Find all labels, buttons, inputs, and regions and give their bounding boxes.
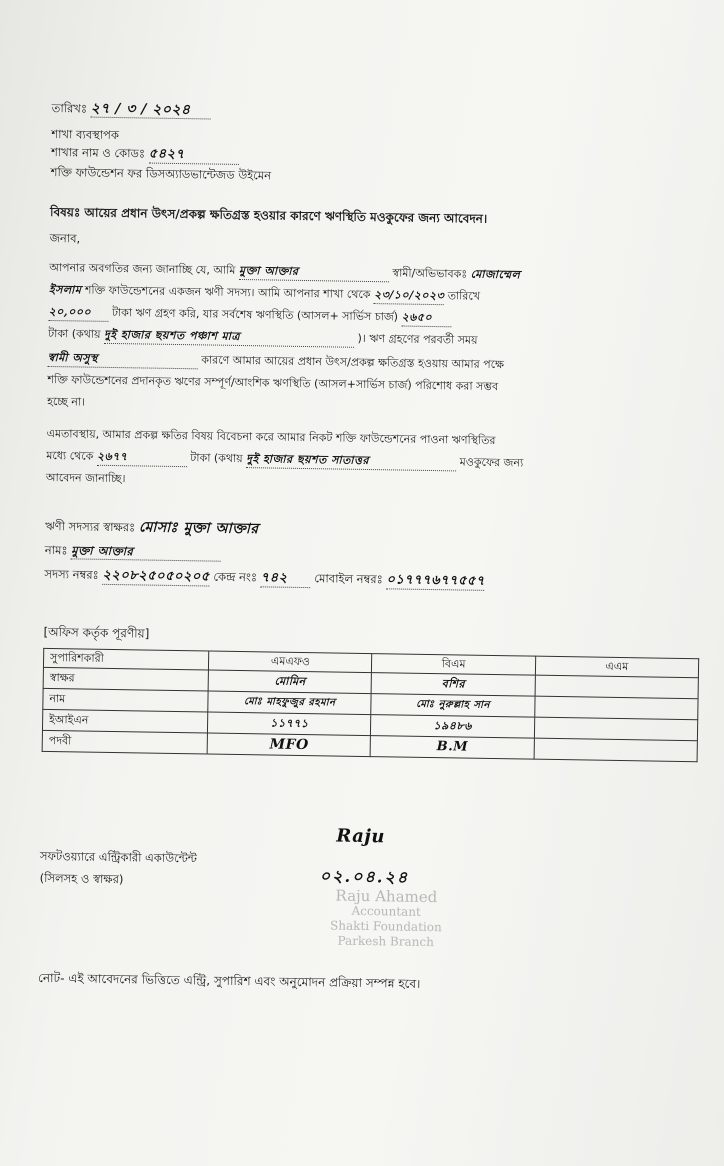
mfo-ein-hw: ১১৭৭১	[208, 712, 372, 736]
member-signature-hw: মোসাঃ মুক্তা আক্তার	[138, 519, 259, 538]
branch-line	[51, 144, 239, 165]
member-name-line	[45, 542, 222, 562]
para1-line1	[49, 260, 520, 284]
mfo-designation-hw: MFO	[207, 733, 371, 757]
para1-line6: শক্তি ফাউন্ডেশনের প্রদানকৃত ঋণের সম্পূর্ণ/আংশিক ঋণস্থিতি (আসল+সার্ভিস চার্জ) পরিশোধ করা সম্ভব	[47, 372, 499, 394]
balance-words-hw: দুই হাজার ছয়শত পঞ্চাশ মাত্র	[104, 327, 354, 348]
accountant-seal-label: (সিলসহ ও স্বাক্ষর)	[39, 870, 124, 887]
row-label: নাম	[43, 688, 209, 712]
column-header: এএম	[535, 656, 699, 678]
branch-label: শাখার নাম ও কোডঃ	[50, 144, 146, 161]
name-label: নামঃ	[44, 542, 68, 558]
am-cell	[534, 696, 698, 720]
para1-text: কারণে আমার আয়ের প্রধান উৎস/প্রকল্প ক্ষতিগ্রস্ত হওয়ায় আমার পক্ষে	[201, 353, 505, 372]
am-cell	[534, 738, 698, 762]
stamp-branch: Parkesh Branch	[337, 933, 434, 950]
para1-text: তারিখে	[447, 289, 481, 303]
bm-name-hw: মোঃ নুরুল্লাহ সান	[371, 694, 535, 718]
para1-line3	[48, 304, 451, 327]
para1-line5	[48, 350, 504, 374]
date-value: ২৭ / ৩ / ২০২৪	[91, 101, 211, 120]
loan-balance-hw: ২৬৫০	[401, 310, 451, 328]
subject-line: বিষয়ঃ আয়ের প্রধান উৎস/প্রকল্প ক্ষতিগ্রস্ত হওয়ার কারণে ঋণস্থিতি মওকুফের জন্য আবেদন।	[50, 204, 488, 226]
reason-hw: স্বামী অসুস্থ	[48, 350, 198, 369]
para2-line2	[46, 448, 523, 472]
accountant-label: সফটওয়্যারে এন্ট্রিকারী একাউন্টেন্ট	[39, 848, 198, 866]
salutation: জনাব,	[49, 230, 81, 246]
footer-note: নোট- এই আবেদনের ভিত্তিতে এন্ট্রি, সুপারিশ এবং অনুমোদন প্রক্রিয়া সম্পন্ন হবে।	[37, 970, 421, 991]
office-table	[42, 648, 700, 762]
para2-line3: আবেদন জানাচ্ছি।	[45, 470, 126, 486]
mfo-name-hw: মোঃ মাহফুজুর রহমান	[208, 691, 372, 715]
accountant-seal-stamp	[291, 888, 482, 951]
waiver-words-hw: দুই হাজার ছয়শত সাতাত্তর	[246, 451, 456, 471]
para1-text: আপনার অবগতির জন্য জানাচ্ছি যে, আমি	[49, 260, 236, 277]
para1-text: টাকা ঋণ গ্রহণ করি, যার সর্বশেষ ঋণস্থিতি (আসল+ সার্ভিস চার্জ)	[111, 305, 399, 324]
member-name-hw: মুক্তা আক্তার	[71, 542, 221, 561]
recipient-line: শাখা ব্যবস্থাপক	[51, 126, 120, 143]
para1-text: স্বামী/অভিভাবকঃ	[392, 266, 468, 281]
member-signature-line	[45, 518, 259, 537]
center-label: কেন্দ্র নংঃ	[213, 569, 258, 585]
para2-text: মধ্যে থেকে	[46, 448, 94, 463]
para1-text: )। ঋণ গ্রহণের পরবর্তী সময়	[357, 331, 478, 347]
para2-line1: এমতাবস্থায়, আমার প্রকল্প ক্ষতির বিষয় বিবেচনা করে আমার নিকট শক্তি ফাউন্ডেশনের পাওনা ঋণস্থিতির	[46, 426, 496, 448]
bm-ein-hw: ১৯৪৮৬	[371, 715, 535, 739]
branch-code: ৫৪২৭	[149, 147, 239, 165]
waiver-amount-hw: ২৬৭৭	[97, 449, 187, 467]
date-label: তারিখঃ	[51, 100, 88, 116]
am-cell	[534, 717, 698, 741]
para2-text: মওকুফের জন্য	[459, 455, 524, 470]
member-id-line	[44, 566, 485, 591]
mobile-label: মোবাইল নম্বরঃ	[314, 571, 383, 587]
stamp-name: Raju Ahamed	[335, 886, 438, 907]
foundation-line: শক্তি ফাউন্ডেশন ফর ডিসঅ্যাডভান্টেজড উইমেন	[50, 164, 272, 183]
loan-date-hw: ২৩/১০/২০২৩	[374, 287, 445, 305]
date-line	[52, 100, 211, 119]
para1-text: টাকা (কথায়	[48, 326, 101, 341]
application-form	[37, 92, 712, 991]
para2-text: টাকা (কথায়	[190, 451, 243, 466]
mfo-signature-hw: মোমিন	[208, 670, 372, 694]
accountant-date-hw: ০২.০৪.২৪	[319, 866, 410, 887]
para1-line4	[48, 326, 478, 350]
column-header: বিএম	[372, 654, 536, 676]
applicant-name-hw: মুক্তা আক্তার	[239, 263, 389, 282]
office-heading: [অফিস কর্তৃক পূরণীয়]	[43, 624, 150, 641]
signature-label: ঋণী সদস্যর স্বাক্ষরঃ	[45, 518, 136, 535]
am-cell	[535, 675, 699, 699]
column-header: এমএফও	[209, 651, 373, 673]
para1-line2	[49, 282, 480, 306]
row-label: ইআইএন	[42, 709, 208, 733]
center-number-hw: ৭৪২	[261, 570, 311, 588]
column-header: সুপারিশকারী	[43, 648, 209, 670]
loan-amount-hw: ২০,০০০	[48, 304, 108, 322]
stamp-title: Accountant	[351, 903, 421, 919]
para1-text: শক্তি ফাউন্ডেশনের একজন ঋণী সদস্য। আমি আপনার শাখা থেকে	[84, 283, 371, 302]
guardian-name-hw: মোজাম্মেল	[470, 267, 521, 282]
bm-signature-hw: বশির	[372, 673, 536, 697]
para1-line7: হচ্ছে না।	[47, 394, 86, 409]
row-label: পদবী	[42, 730, 208, 754]
guardian-name-hw-2: ইসলাম	[48, 282, 82, 297]
accountant-signature-hw: Raju	[336, 825, 386, 848]
member-number-label: সদস্য নম্বরঃ	[44, 566, 99, 582]
bm-designation-hw: B.M	[371, 736, 535, 760]
row-label: স্বাক্ষর	[43, 667, 209, 691]
mobile-number-hw: ০১৭৭৭৬৭৭৫৫৭	[386, 572, 485, 589]
member-number-hw: ২২০৮২৫০৫০২০৫	[102, 567, 210, 585]
stamp-org: Shakti Foundation	[330, 918, 442, 935]
